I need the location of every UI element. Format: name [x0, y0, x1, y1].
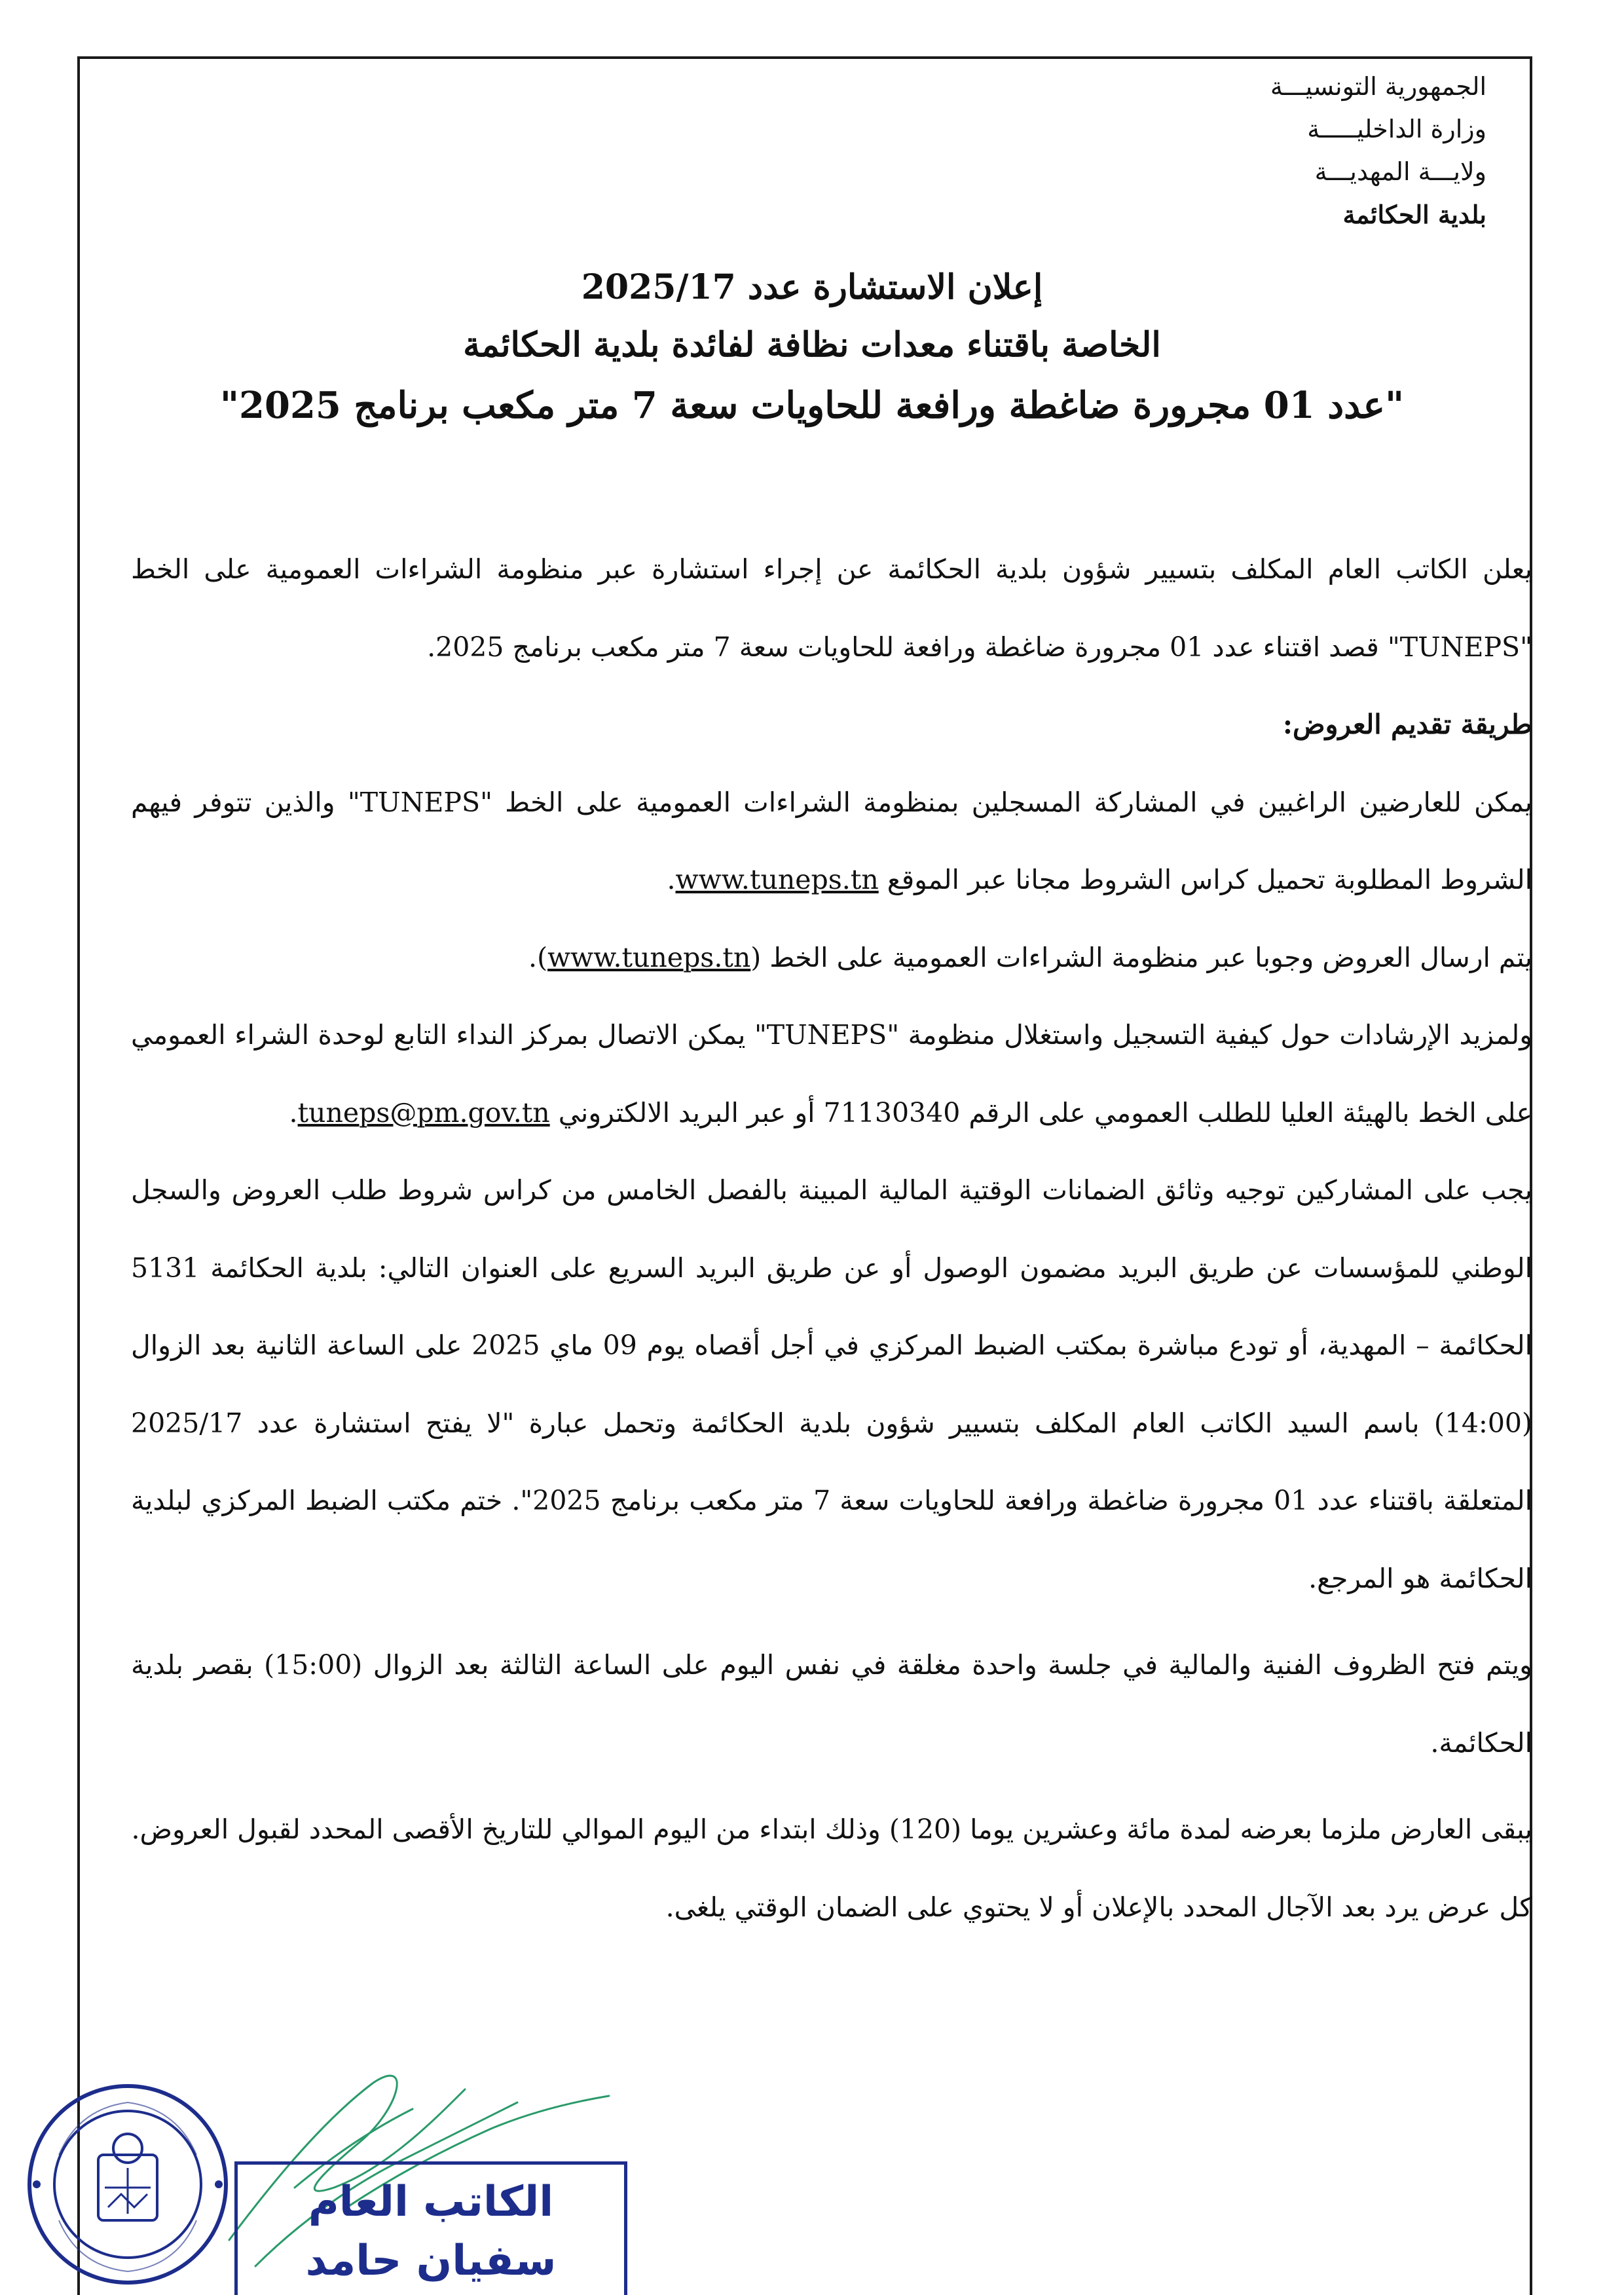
paragraph-submission: [131, 919, 1532, 997]
announcement-body: [131, 531, 1532, 1946]
paragraph-contact-end: .: [289, 1096, 298, 1129]
signatory-name: سفيان حامد: [305, 2237, 557, 2285]
country-name: الجمهورية التونسيـــة: [1270, 72, 1486, 101]
paragraph-rejection: كل عرض يرد بعد الآجال المحدد بالإعلان أو لا يحتوي على الضمان الوقتي يلغى.: [665, 1891, 1532, 1923]
tuneps-link[interactable]: www.tuneps.tn: [675, 864, 879, 895]
paragraph-contact: [131, 996, 1532, 1151]
paragraph-opening: ويتم فتح الظروف الفنية والمالية في جلسة واحدة مغلقة في نفس اليوم على الساعة الثالثة بعد الزوال (15:00) بقصر بلدية الحكائمة.: [131, 1649, 1532, 1759]
paragraph-intro: يعلن الكاتب العام المكلف بتسيير شؤون بلدية الحكائمة عن إجراء استشارة عبر منظومة الشراءات العمومية على الخط "TUNEPS" قصد اقتناء عدد 01 مجرورة ضاغطة ورافعة للحاويات سعة 7 متر مكعب برنامج 2025.: [131, 553, 1532, 663]
title-line-2: الخاصة باقتناء معدات نظافة لفائدة بلدية الحكائمة: [463, 325, 1161, 365]
email-link[interactable]: tuneps@pm.gov.tn: [297, 1096, 550, 1129]
letterhead: [1094, 65, 1486, 236]
paragraph-validity: يبقى العارض ملزما بعرضه لمدة مائة وعشرين يوما (120) وذلك ابتداء من اليوم الموالي للتاريخ الأقصى المحدد لقبول العروض.: [131, 1814, 1532, 1845]
paragraph-submission-text: يتم ارسال العروض وجوبا عبر منظومة الشراءات العمومية على الخط (: [750, 941, 1532, 973]
governorate-name: ولايـــة المهديـــة: [1314, 157, 1486, 186]
paragraph-guarantees: يجب على المشاركين توجيه وثائق الضمانات الوقتية المالية المبينة بالفصل الخامس من كراس شروط طلب العروض والسجل الوطني للمؤسسات عن طريق البريد مضمون الوصول أو عن طريق البريد السريع على العنوان التالي: بلدية الحكائمة 5131 الحكائمة – المهدية، أو تودع مباشرة بمكتب الضبط المركزي في أجل أقصاه يوم 09 ماي 2025 على الساعة الثانية بعد الزوال (14:00) باسم السيد الكاتب العام المكلف بتسيير شؤون بلدية الحكائمة وتحمل عبارة "لا يفتح استشارة عدد 2025/17 المتعلقة باقتناء عدد 01 مجرورة ضاغطة ورافعة للحاويات سعة 7 متر مكعب برنامج 2025". ختم مكتب الضبط المركزي لبلدية الحكائمة هو المرجع.: [131, 1174, 1532, 1594]
official-seal-stamp: [20, 2076, 236, 2292]
signatory-role: الكاتب العام: [308, 2178, 554, 2226]
title-line-1: إعلان الاستشارة عدد 2025/17: [581, 267, 1043, 307]
title-line-3: "عدد 01 مجرورة ضاغطة ورافعة للحاويات سعة 7 متر مكعب برنامج 2025": [219, 384, 1405, 427]
paragraph-download-text: يمكن للعارضين الراغبين في المشاركة المسجلين بمنظومة الشراءات العمومية على الخط "TUNEPS" والذين تتوفر فيهم الشروط المطلوبة تحميل كراس الشروط مجانا عبر الموقع: [131, 786, 1533, 895]
tuneps-link-2[interactable]: www.tuneps.tn: [547, 941, 751, 973]
paragraph-contact-text: ولمزيد الإرشادات حول كيفية التسجيل واستغلال منظومة "TUNEPS" يمكن الاتصال بمركز النداء التابع لوحدة الشراء العمومي على الخط بالهيئة العليا للطلب العمومي على الرقم 71130340 أو عبر البريد الالكتروني: [131, 1019, 1532, 1129]
paragraph-download: [131, 764, 1532, 919]
paragraph-download-end: .: [667, 864, 676, 895]
signature-block: [234, 2161, 627, 2295]
paragraph-submission-end: ).: [528, 941, 548, 973]
ministry-name: وزارة الداخليـــــة: [1307, 115, 1486, 143]
section-heading: طريقة تقديم العروض:: [1282, 709, 1532, 740]
municipality-name: بلدية الحكائمة: [1342, 200, 1486, 229]
announcement-title: [196, 259, 1428, 437]
